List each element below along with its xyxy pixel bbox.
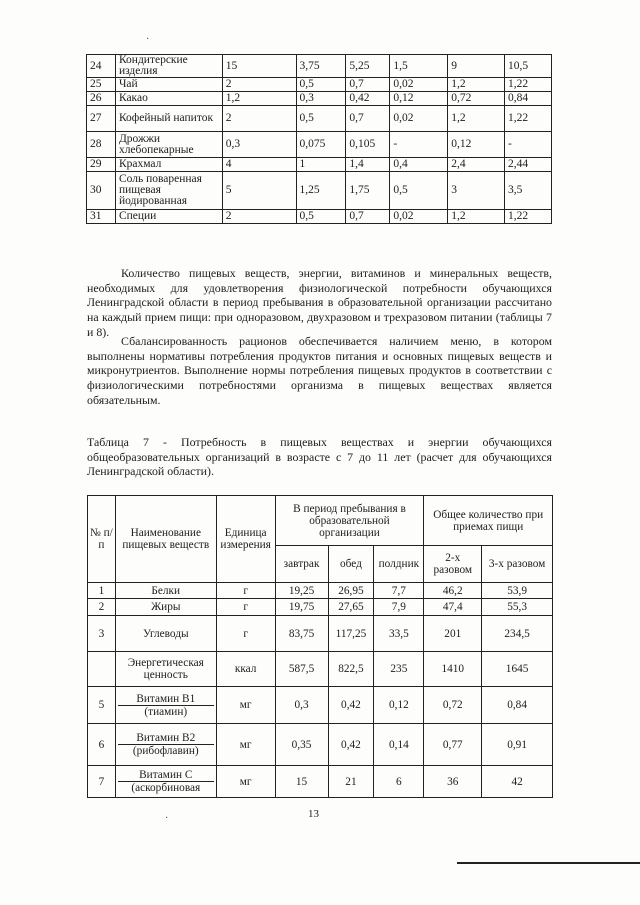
row-unit: мг: [216, 724, 275, 766]
row-num: 6: [88, 724, 116, 766]
row-num: 1: [88, 583, 116, 599]
row-two: 0,77: [424, 724, 482, 766]
row-s: 0,14: [374, 724, 424, 766]
table-cell: 0,7: [346, 210, 390, 224]
table-cell: 28: [87, 132, 116, 158]
table-cell: 15: [222, 55, 296, 78]
row-name-cell: [115, 687, 216, 724]
row-two: 47,4: [424, 599, 482, 616]
table-cell: 3,75: [296, 55, 346, 78]
table-cell: Какао: [115, 92, 222, 106]
table-cell: 24: [87, 55, 116, 78]
row-s: 7,7: [374, 583, 424, 599]
table-cell: 0,72: [448, 92, 505, 106]
table7-nutrient-needs: [87, 495, 553, 798]
row-name-sub: (аскорбиновая: [131, 782, 201, 794]
row-b: 19,25: [275, 583, 328, 599]
row-name: Витамин B2: [118, 732, 214, 745]
paragraph-nutrient-quantity: Количество пищевых веществ, энергии, витаминов и минеральных веществ, необходимых для удовлетворения физиологической потребности обучающихся Ленинградской области в период пребывания в образовательной организации рассчитано на каждый прием пищи: при одноразовом, двухразовом и трехразовом питании (таблицы 7 и 8).: [87, 266, 552, 339]
table-row: [87, 158, 552, 172]
table-cell: 0,105: [346, 132, 390, 158]
table-cell: 0,02: [390, 106, 448, 132]
table-cell: -: [390, 132, 448, 158]
scan-dot: ·: [146, 34, 150, 45]
row-two: 1410: [424, 652, 482, 687]
corner-rule: [457, 862, 640, 864]
table-cell: Крахмал: [115, 158, 222, 172]
row-unit: г: [216, 599, 275, 616]
row-name-sub: (рибофлавин): [132, 745, 199, 757]
table-cell: 5: [222, 172, 296, 210]
row-l: 822,5: [328, 652, 374, 687]
table-row: [88, 616, 553, 652]
table-cell: 26: [87, 92, 116, 106]
row-name-sub: (тиамин): [144, 705, 188, 718]
table7-caption: Таблица 7 - Потребность в пищевых веществах и энергии обучающихся общеобразовательных организаций в возрасте с 7 до 11 лет (расчет для обучающихся Ленинградской области).: [87, 435, 552, 479]
table-cell: 0,02: [390, 210, 448, 224]
table-cell: 3: [448, 172, 505, 210]
row-name-cell: [115, 616, 216, 652]
row-b: 0,35: [275, 724, 328, 766]
table-cell: 29: [87, 158, 116, 172]
row-s: 33,5: [374, 616, 424, 652]
table-row: [88, 583, 553, 599]
table-cell: 3,5: [505, 172, 552, 210]
row-name: Жиры: [151, 601, 181, 613]
row-two: 0,72: [424, 687, 482, 724]
table-row: [88, 724, 553, 766]
table-row: [87, 92, 552, 106]
table-cell: 1,22: [505, 210, 552, 224]
table-row: [88, 599, 553, 616]
products-table: [86, 54, 552, 224]
row-num: 3: [88, 616, 116, 652]
row-unit: ккал: [216, 652, 275, 687]
table-cell: 1,5: [390, 55, 448, 78]
table-cell: 2: [222, 210, 296, 224]
row-three: 55,3: [482, 599, 553, 616]
header-snack: полдник: [374, 546, 424, 583]
table-cell: 0,7: [346, 78, 390, 92]
table-cell: 0,5: [296, 106, 346, 132]
table-row: [87, 132, 552, 158]
table-cell: 1,4: [346, 158, 390, 172]
row-name-cell: [115, 583, 216, 599]
header-two-meals: 2-х разовом: [424, 546, 482, 583]
table-cell: 2: [222, 78, 296, 92]
row-l: 27,65: [328, 599, 374, 616]
row-unit: мг: [216, 766, 275, 798]
row-b: 83,75: [275, 616, 328, 652]
table-row: [88, 652, 553, 687]
row-l: 0,42: [328, 687, 374, 724]
table-cell: 2: [222, 106, 296, 132]
table-cell: 1,2: [448, 210, 505, 224]
table-cell: 0,02: [390, 78, 448, 92]
row-s: 0,12: [374, 687, 424, 724]
row-name: Энергетическая ценность: [127, 657, 204, 681]
table-cell: 0,4: [390, 158, 448, 172]
table-row: [88, 766, 553, 798]
row-b: 0,3: [275, 687, 328, 724]
table-cell: 1,2: [222, 92, 296, 106]
table-cell: 0,3: [222, 132, 296, 158]
row-two: 36: [424, 766, 482, 798]
page-number: 13: [308, 808, 319, 820]
table-cell: 1,22: [505, 106, 552, 132]
row-num: 7: [88, 766, 116, 798]
row-three: 0,84: [482, 687, 553, 724]
row-name: Витамин B1: [118, 693, 214, 706]
row-two: 201: [424, 616, 482, 652]
table-cell: 0,84: [505, 92, 552, 106]
table-cell: 4: [222, 158, 296, 172]
table-cell: Дрожжи хлебопекарные: [115, 132, 222, 158]
table-cell: 0,075: [296, 132, 346, 158]
table-cell: Соль поваренная пищевая йодированная: [115, 172, 222, 210]
row-l: 21: [328, 766, 374, 798]
row-l: 0,42: [328, 724, 374, 766]
table-row: [87, 172, 552, 210]
table-cell: 0,3: [296, 92, 346, 106]
row-b: 19,75: [275, 599, 328, 616]
table-cell: 0,7: [346, 106, 390, 132]
row-s: 7,9: [374, 599, 424, 616]
table-cell: 1,2: [448, 78, 505, 92]
row-two: 46,2: [424, 583, 482, 599]
table-cell: 10,5: [505, 55, 552, 78]
row-name: Углеводы: [142, 627, 189, 640]
row-s: 235: [374, 652, 424, 687]
table-row: [87, 78, 552, 92]
table-cell: 0,5: [296, 210, 346, 224]
table-cell: Кондитерские изделия: [115, 55, 222, 78]
row-b: 15: [275, 766, 328, 798]
row-num: [88, 652, 116, 687]
header-period: В период пребывания в образовательной организации: [275, 496, 424, 546]
table-cell: 27: [87, 106, 116, 132]
table-cell: Кофейный напиток: [115, 106, 222, 132]
table-cell: 2,44: [505, 158, 552, 172]
table-cell: 30: [87, 172, 116, 210]
row-three: 234,5: [482, 616, 553, 652]
table-cell: 1,75: [346, 172, 390, 210]
table-row: [87, 106, 552, 132]
row-unit: г: [216, 583, 275, 599]
row-name-cell: [115, 766, 216, 798]
table-cell: 2,4: [448, 158, 505, 172]
table-cell: 31: [87, 210, 116, 224]
row-name-cell: [115, 652, 216, 687]
table-cell: 0,12: [448, 132, 505, 158]
row-name: Витамин С: [118, 769, 214, 782]
row-name-cell: [115, 599, 216, 616]
table-cell: 1: [296, 158, 346, 172]
header-unit: Единица измерения: [216, 496, 275, 583]
table-cell: 0,42: [346, 92, 390, 106]
table-cell: -: [505, 132, 552, 158]
row-three: 42: [482, 766, 553, 798]
table-cell: 1,25: [296, 172, 346, 210]
table-cell: 1,22: [505, 78, 552, 92]
table-row: [88, 687, 553, 724]
scan-dot: ·: [165, 813, 169, 824]
row-l: 117,25: [328, 616, 374, 652]
row-name: Белки: [151, 584, 181, 597]
table-cell: 0,12: [390, 92, 448, 106]
header-three-meals: 3-х разовом: [482, 546, 553, 583]
row-name-cell: [115, 724, 216, 766]
table-cell: 5,25: [346, 55, 390, 78]
row-three: 0,91: [482, 724, 553, 766]
row-num: 2: [88, 599, 116, 616]
row-b: 587,5: [275, 652, 328, 687]
table-cell: Чай: [115, 78, 222, 92]
header-breakfast: завтрак: [275, 546, 328, 583]
row-unit: г: [216, 616, 275, 652]
row-unit: мг: [216, 687, 275, 724]
table-row: [87, 210, 552, 224]
table-row: [87, 55, 552, 78]
table-cell: 0,5: [296, 78, 346, 92]
header-num: № п/п: [88, 496, 116, 583]
row-three: 53,9: [482, 583, 553, 599]
row-l: 26,95: [328, 583, 374, 599]
row-three: 1645: [482, 652, 553, 687]
header-total: Общее количество при приемах пищи: [424, 496, 553, 546]
row-s: 6: [374, 766, 424, 798]
row-num: 5: [88, 687, 116, 724]
table-cell: Специи: [115, 210, 222, 224]
header-lunch: обед: [328, 546, 374, 583]
table-cell: 25: [87, 78, 116, 92]
paragraph-balanced-diet: Сбалансированность рационов обеспечивается наличием меню, в котором выполнены нормативы потребления продуктов питания и основных пищевых веществ и микронутриентов. Выполнение нормы потребления пищевых продуктов в соответствии с физиологическими потребностями организма в пищевых веществах является обязательным.: [87, 334, 552, 407]
table-cell: 1,2: [448, 106, 505, 132]
table-cell: 9: [448, 55, 505, 78]
header-name: Наименование пищевых веществ: [115, 496, 216, 583]
table-cell: 0,5: [390, 172, 448, 210]
